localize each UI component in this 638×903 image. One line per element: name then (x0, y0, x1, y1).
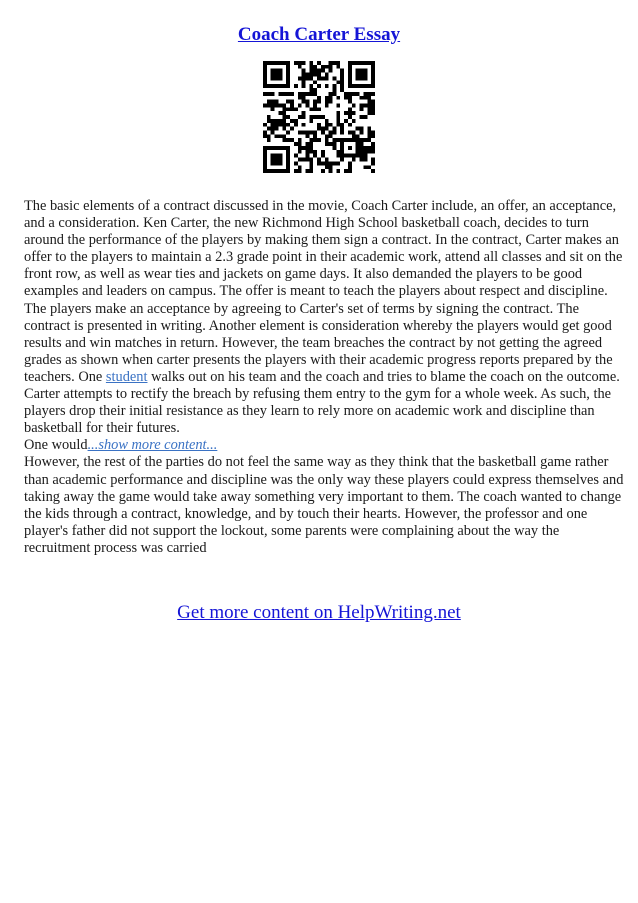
paragraph (24, 301, 624, 386)
paragraph-text: walks out on his team and the coach and tries to blame the coach on the outcome. (147, 368, 620, 385)
document-title[interactable]: Coach Carter Essay (237, 24, 401, 45)
paragraph: Carter attempts to rectify the breach by refusing them entry to the gym for a whole week. As such, the players drop their initial resistance as they learn to rely more on academic work and discipline than basketball for their futures. (24, 386, 612, 437)
show-more-link[interactable]: ...show more content... (87, 437, 218, 454)
paragraph (24, 437, 624, 454)
essay-body (24, 198, 624, 557)
get-more-content-link[interactable]: Get more content on HelpWriting.net (177, 602, 461, 623)
paragraph-text: The players make an acceptance by agreeing to Carter's set of terms by signing the contract. The contract is presented in writing. Another element is consideration whereby the players would get good results and win matches in return. However, the team breaches the contract by not getting the agreed grades as shown when carter presents the players with their academic progress reports prepared by the teachers. One (24, 300, 613, 385)
paragraph: The basic elements of a contract discussed in the movie, Coach Carter include, an offer, an acceptance, and a consideration. Ken Carter, the new Richmond High School basketball coach, decides to turn around the performance of the players by making them sign a contract. In the contract, Carter makes an offer to the players to maintain a 2.3 grade point in their academic work, attend all classes and sit on the front row, as well as wear ties and jackets on game days. It also demanded the players to be good examples and leaders on campus. The offer is meant to teach the players about respect and discipline. (24, 198, 623, 300)
paragraph-text: One would (24, 437, 88, 454)
student-link[interactable]: student (105, 368, 148, 385)
qr-code-icon (263, 61, 375, 173)
paragraph: However, the rest of the parties do not feel the same way as they think that the basketball game rather than academic performance and discipline was the only way these players could express themselves and taking away the game would take away something very important to them. The coach wanted to change the kids through a contract, knowledge, and by touch their hearts. However, the professor and one player's father did not support the lockout, some parents were complaining about the way the recruitment process was carried (24, 454, 624, 556)
